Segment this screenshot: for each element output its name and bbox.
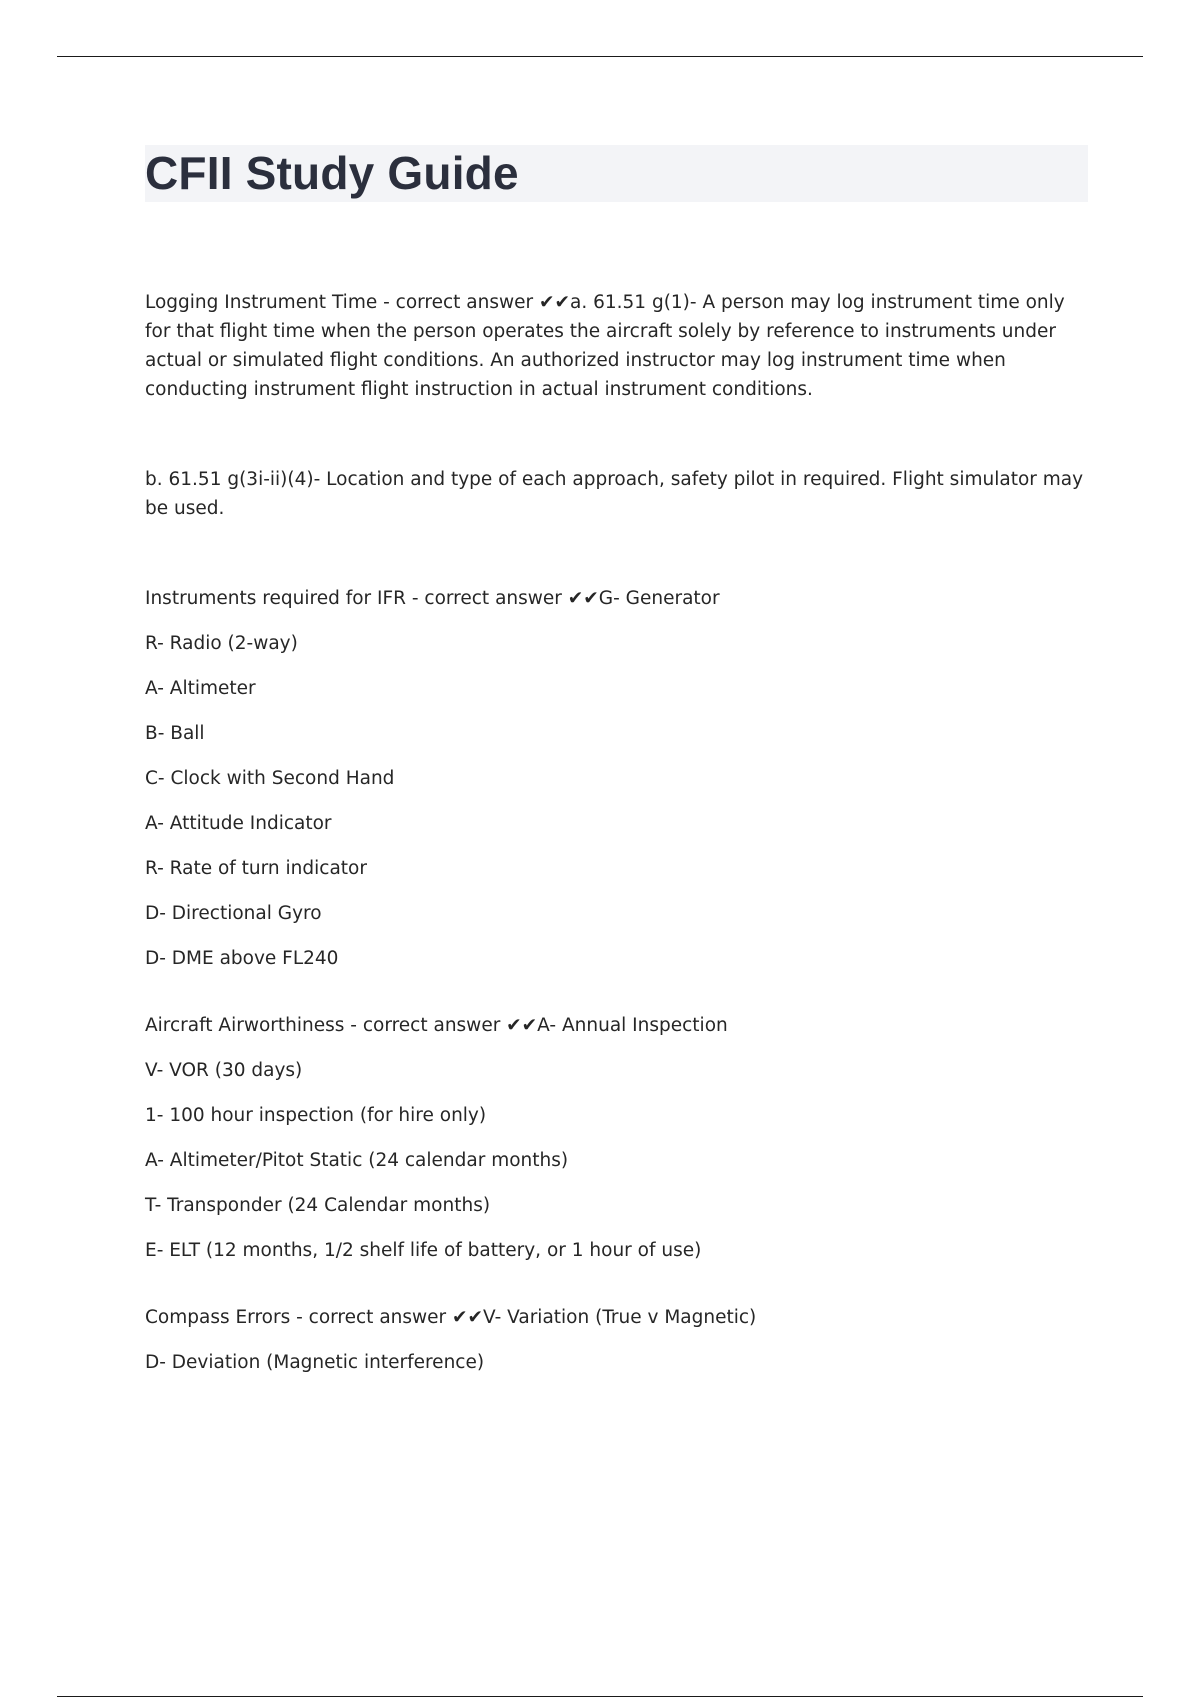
instruments-required-heading: Instruments required for IFR - correct answer ✔✔G- Generator (145, 588, 720, 609)
list-item: B- Ball (145, 723, 205, 744)
list-item: C- Clock with Second Hand (145, 768, 395, 789)
bottom-rule (57, 1696, 1143, 1697)
logging-instrument-time-paragraph: Logging Instrument Time - correct answer ✔✔a. 61.51 g(1)- A person may log instrument time only for that flight time when the person operates the aircraft solely by reference to instruments under actual or simulated flight conditions. An authorized instructor may log instrument time when conducting instrument flight instruction in actual instrument conditions. (145, 292, 1065, 400)
logging-instrument-time-part-b: b. 61.51 g(3i-ii)(4)- Location and type of each approach, safety pilot in required. Flight simulator may be used. (145, 469, 1084, 519)
list-item: V- VOR (30 days) (145, 1060, 303, 1081)
top-rule (57, 56, 1143, 57)
list-item: D- DME above FL240 (145, 948, 339, 969)
document-body (145, 288, 1093, 1377)
aircraft-airworthiness-heading: Aircraft Airworthiness - correct answer ✔✔A- Annual Inspection (145, 1015, 728, 1036)
list-item: T- Transponder (24 Calendar months) (145, 1195, 491, 1216)
list-item: 1- 100 hour inspection (for hire only) (145, 1105, 487, 1126)
compass-errors-heading: Compass Errors - correct answer ✔✔V- Variation (True v Magnetic) (145, 1307, 757, 1328)
list-item: A- Altimeter (145, 678, 256, 699)
page-title: CFII Study Guide (145, 147, 519, 199)
list-item: A- Attitude Indicator (145, 813, 332, 834)
list-item: E- ELT (12 months, 1/2 shelf life of battery, or 1 hour of use) (145, 1240, 702, 1261)
instruments-required-section (145, 584, 1093, 973)
list-item: A- Altimeter/Pitot Static (24 calendar months) (145, 1150, 569, 1171)
list-item: D- Directional Gyro (145, 903, 322, 924)
aircraft-airworthiness-section (145, 1011, 1093, 1265)
list-item: R- Rate of turn indicator (145, 858, 367, 879)
compass-errors-section (145, 1303, 1093, 1377)
list-item: R- Radio (2-way) (145, 633, 298, 654)
list-item: D- Deviation (Magnetic interference) (145, 1352, 485, 1373)
